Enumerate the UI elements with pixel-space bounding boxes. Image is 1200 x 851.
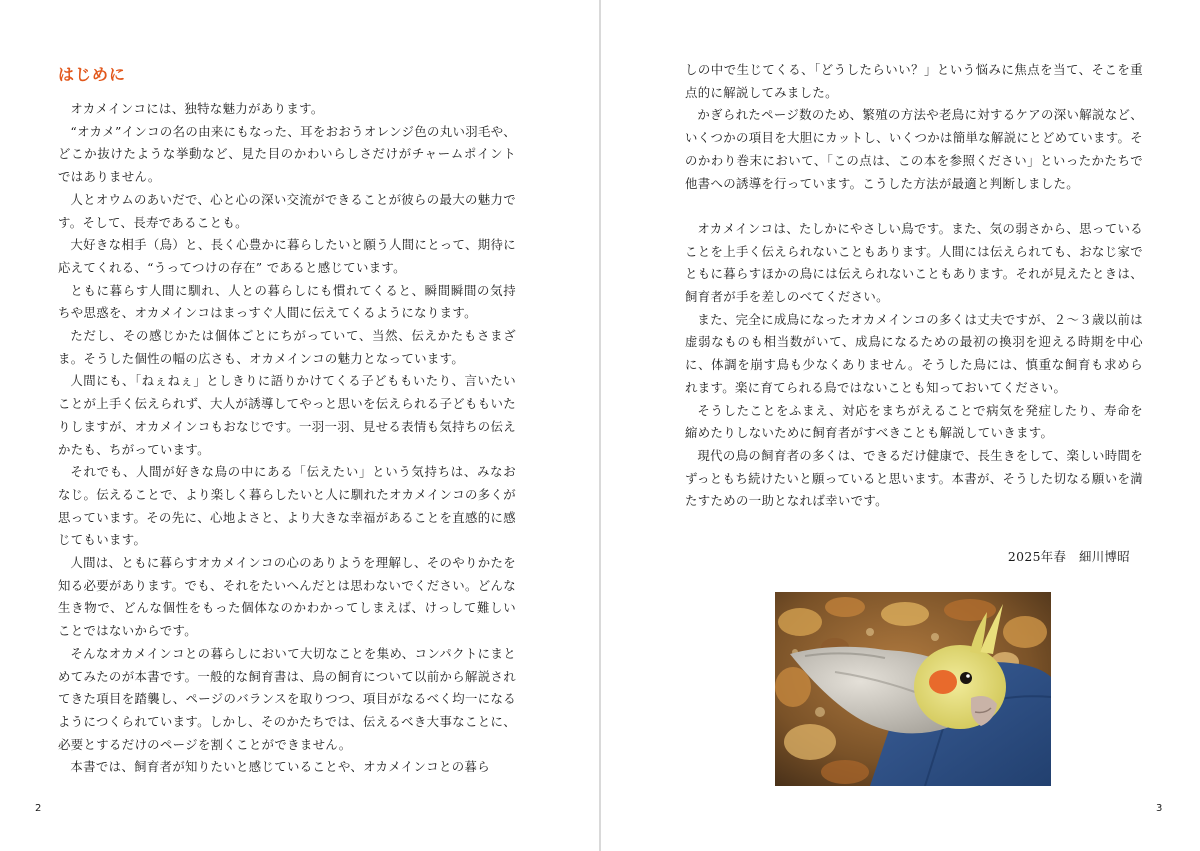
body-paragraph: オカメインコには、独特な魅力があります。 [70, 101, 324, 116]
body-paragraph: オカメインコは、たしかにやさしい鳥です。また、気の弱さから、思っていることを上手く伝えられないこともあります。人間には伝えられても、おなじ家でともに暮らすほかの鳥には伝えられないこともあります。それが見えたときは、飼育者が手を差しのべてください。 [685, 220, 1143, 305]
body-paragraph: ただし、その感じかたは個体ごとにちがっていて、当然、伝えかたもさまざま。そうした個性の幅の広さも、オカメインコの魅力となっています。 [58, 328, 516, 366]
page-number-left: 2 [35, 803, 42, 814]
body-paragraph: 本書では、飼育者が知りたいと感じていることや、オカメインコとの暮ら [70, 759, 490, 775]
continued-paragraph: しの中で生じてくる、「どうしたらいい？」という悩みに焦点を当て、そこを重点的に解説してみました。 [685, 62, 1143, 100]
left-body-text [58, 98, 516, 779]
page-number-right: 3 [1156, 803, 1163, 814]
body-paragraph: ともに暮らす人間に馴れ、人との暮らしにも慣れてくると、瞬間瞬間の気持ちや思惑を、オカメインコはまっすぐ人間に伝えてくるようになります。 [58, 282, 516, 321]
body-paragraph: そうしたことをふまえ、対応をまちがえることで病気を発症したり、寿命を縮めたりしないために飼育者がすべきことも解説していきます。 [685, 402, 1143, 441]
section-break [685, 195, 1143, 218]
body-paragraph: 人とオウムのあいだで、心と心の深い交流ができることが彼らの最大の魅力です。そして、長寿であることも。 [58, 191, 516, 230]
paragraph-group-a [685, 104, 1143, 195]
page-heading: はじめに [58, 65, 127, 84]
body-paragraph: かぎられたページ数のため、繁殖の方法や老鳥に対するケアの深い解説など、いくつかの項目を大胆にカットし、いくつかは簡単な解説にとどめています。そのかわり巻末において、「この点は、この本を参照ください」といったかたちで他書への誘導を行っています。こうした方法が最適と判断しました。 [685, 107, 1143, 191]
author-signature: 2025年春 細川博昭 [1007, 549, 1130, 564]
body-paragraph: 人間は、ともに暮らすオカメインコの心のありようを理解し、そのやりかたを知る必要があります。でも、それをたいへんだとは思わないでください。どんな生き物で、どんな個性をもった個体なのかわかってしまえば、けっして難しいことではないからです。 [58, 555, 516, 639]
body-paragraph: 現代の鳥の飼育者の多くは、できるだけ健康で、長生きをして、楽しい時間をずっともち続けたいと願っていると思います。本書が、そうした切なる願いを満たすための一助となれば幸いです。 [685, 447, 1143, 509]
left-page [0, 0, 599, 851]
body-paragraph: それでも、人間が好きな鳥の中にある「伝えたい」という気持ちは、みなおなじ。伝えることで、より楽しく暮らしたいと人に馴れたオカメインコの多くが思っています。その先に、心地よさと、より大きな幸福があることを直感的に感じてもいます。 [58, 464, 516, 548]
paragraph-group-b [685, 218, 1143, 513]
body-paragraph: そんなオカメインコとの暮らしにおいて大切なことを集め、コンパクトにまとめてみたのが本書です。一般的な飼育書は、鳥の飼育について以前から解説されてきた項目を踏襲し、ページのバランスを取りつつ、項目がなるべく均一になるようにつくられています。しかし、そのかたちでは、伝えるべき大事なことに、必要とするだけのページを割くことができません。 [58, 645, 516, 752]
body-paragraph: 人間にも、「ねぇねぇ」としきりに語りかけてくる子どももいたり、言いたいことが上手く伝えられず、大人が誘導してやっと思いを伝えられる子どももいたりしますが、オカメインコもおなじです。一羽一羽、見せる表情も気持ちの伝えかたも、ちがっています。 [58, 373, 516, 457]
body-paragraph: 大好きな相手（鳥）と、長く心豊かに暮らしたいと願う人間にとって、期待に応えてくれる、“うってつけの存在” であると感じています。 [58, 237, 516, 275]
right-page [601, 0, 1200, 851]
body-paragraph: “オカメ”インコの名の由来にもなった、耳をおおうオレンジ色の丸い羽毛や、どこか抜けたような挙動など、見た目のかわいらしさだけがチャームポイントではありません。 [58, 123, 516, 185]
right-body-text [685, 59, 1143, 513]
cockatiel-on-lap-photo [775, 592, 1051, 786]
body-paragraph: また、完全に成鳥になったオカメインコの多くは丈夫ですが、２～３歳以前は虚弱なものも相当数がいて、成鳥になるための最初の換羽を迎える時期を中心に、体調を崩す鳥も少なくありません。そうした鳥には、慎重な飼育も求められます。楽に育てられる鳥ではないことも知っておいてください。 [685, 311, 1143, 395]
